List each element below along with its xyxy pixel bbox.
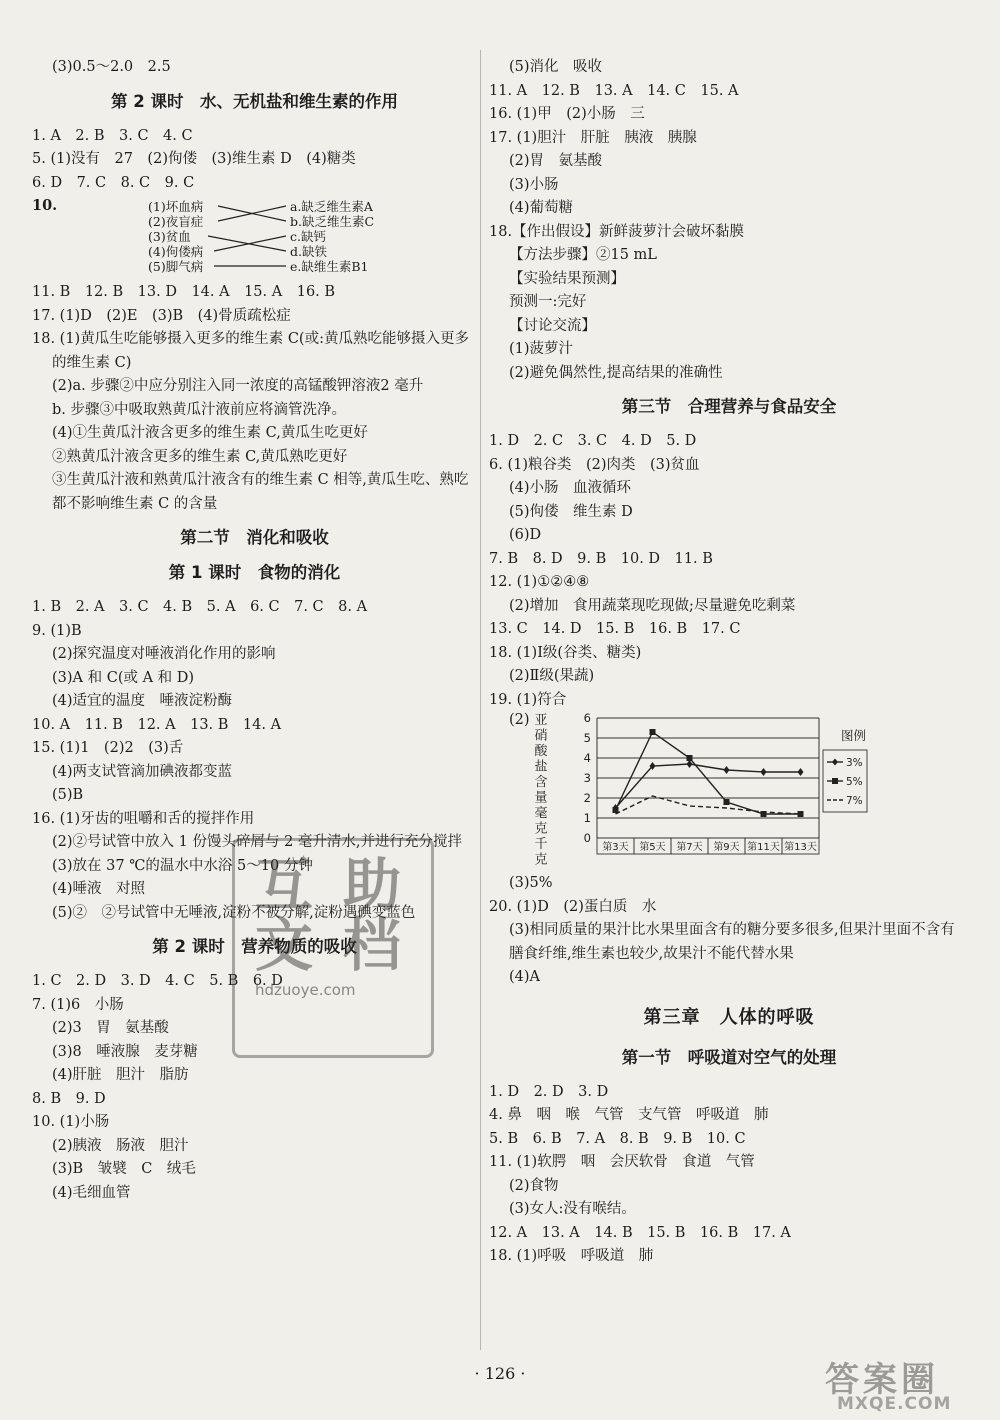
answer-line: 18. (1)黄瓜生吃能够摄入更多的维生素 C(或:黄瓜熟吃能够摄入更多的维生素 C) bbox=[32, 331, 469, 371]
answer-line: 19. (1)符合 bbox=[489, 691, 567, 708]
answer-line: (2)食物 bbox=[509, 1177, 559, 1194]
answer-line: (3)5% bbox=[509, 875, 553, 891]
series-line-7pct bbox=[616, 796, 801, 814]
answer-line: (2)增加 食用蔬菜现吃现做;尽量避免吃剩菜 bbox=[509, 597, 796, 614]
lesson-heading: 第 1 课时 食物的消化 bbox=[168, 563, 341, 582]
stamp-char: 互 bbox=[255, 851, 314, 919]
answer-line: 【讨论交流】 bbox=[509, 317, 596, 334]
y-axis-label-char: 千 bbox=[534, 837, 548, 852]
stamp-char: 助 bbox=[343, 851, 402, 919]
answer-line: (6)D bbox=[509, 527, 542, 543]
data-point bbox=[798, 768, 804, 776]
stamp-url: hdzuoye.com bbox=[255, 981, 356, 999]
y-tick-label: 4 bbox=[583, 751, 591, 765]
match-right-item: b.缺乏维生素C bbox=[290, 214, 375, 229]
column-divider bbox=[480, 50, 481, 1350]
answer-line: 12. A 13. A 14. B 15. B 16. B 17. A bbox=[489, 1224, 791, 1241]
x-tick-label: 第5天 bbox=[639, 842, 666, 853]
answer-line: 13. C 14. D 15. B 16. B 17. C bbox=[489, 621, 741, 637]
x-tick-label: 第3天 bbox=[602, 842, 629, 853]
answer-line: 5. B 6. B 7. A 8. B 9. B 10. C bbox=[489, 1130, 746, 1147]
answer-line: 20. (1)D (2)蛋白质 水 bbox=[489, 898, 657, 915]
data-point bbox=[724, 766, 730, 774]
y-axis-label-char: 盐 bbox=[534, 759, 548, 775]
answer-line: 18.【作出假设】新鲜菠萝汁会破坏黏膜 bbox=[489, 223, 745, 240]
answer-line: 1. A 2. B 3. C 4. C bbox=[32, 127, 193, 144]
y-axis-label-char: 量 bbox=[534, 790, 548, 806]
y-axis-label-char: 酸 bbox=[534, 744, 548, 759]
nitrite-chart bbox=[489, 712, 969, 872]
watermark-stamp bbox=[232, 838, 434, 1058]
legend-marker bbox=[832, 759, 838, 766]
answer-line: (4)唾液 对照 bbox=[52, 881, 146, 897]
y-axis-label-char: 毫 bbox=[534, 806, 548, 821]
answer-line: (3)女人:没有喉结。 bbox=[509, 1201, 636, 1217]
y-tick-label: 1 bbox=[583, 811, 591, 825]
answer-line: (3)0.5～2.0 2.5 bbox=[52, 59, 171, 75]
answer-line: 16. (1)甲 (2)小肠 三 bbox=[489, 106, 645, 122]
match-left-item: (1)坏血病 bbox=[148, 199, 204, 214]
match-left-item: (4)佝偻病 bbox=[148, 244, 204, 259]
answer-line: (3)放在 37 ℃的温水中水浴 5～10 分钟 bbox=[52, 857, 313, 874]
answer-line: 10. (1)小肠 bbox=[32, 1114, 110, 1130]
lesson-heading: 第 2 课时 水、无机盐和维生素的作用 bbox=[111, 91, 398, 111]
answer-line: (2)Ⅱ级(果蔬) bbox=[509, 668, 595, 684]
answer-line: (2)探究温度对唾液消化作用的影响 bbox=[52, 646, 276, 662]
answer-line: 18. (1)呼吸 呼吸道 肺 bbox=[489, 1248, 654, 1264]
answer-line: (4)小肠 血液循环 bbox=[509, 480, 632, 496]
legend-label: 5% bbox=[846, 776, 863, 788]
watermark-url: MXQE.COM bbox=[837, 1394, 952, 1414]
answer-line: 9. (1)B bbox=[32, 622, 82, 639]
answer-line: (5)B bbox=[52, 787, 84, 803]
answer-line: (2)a. 步骤②中应分别注入同一浓度的高锰酸钾溶液2 毫升 bbox=[52, 378, 424, 394]
match-right-item: d.缺铁 bbox=[290, 244, 327, 259]
answer-line: 7. (1)6 小肠 bbox=[32, 996, 124, 1013]
y-axis-label-char: 克 bbox=[534, 852, 548, 868]
answer-line: 1. B 2. A 3. C 4. B 5. A 6. C 7. C 8. A bbox=[32, 599, 368, 615]
data-point bbox=[650, 729, 656, 735]
page-number: · 126 · bbox=[474, 1364, 526, 1383]
answer-line: 11. A 12. B 13. A 14. C 15. A bbox=[489, 82, 739, 99]
answer-line: 16. (1)牙齿的咀嚼和舌的搅拌作用 bbox=[32, 810, 255, 827]
lesson-heading: 第 2 课时 营养物质的吸收 bbox=[152, 937, 357, 956]
legend-label: 7% bbox=[846, 795, 863, 807]
data-point bbox=[687, 755, 693, 761]
answer-line: (3)8 唾液腺 麦芽糖 bbox=[52, 1043, 198, 1060]
answer-line: 4. 鼻 咽 喉 气管 支气管 呼吸道 肺 bbox=[489, 1107, 769, 1123]
answer-line: (1)菠萝汁 bbox=[509, 341, 574, 357]
answer-line: (3)A 和 C(或 A 和 D) bbox=[52, 669, 195, 686]
data-point bbox=[761, 768, 767, 776]
answer-line: 17. (1)D (2)E (3)B (4)骨质疏松症 bbox=[32, 307, 291, 324]
x-tick-label: 第7天 bbox=[676, 842, 703, 853]
chapter-heading: 第三章 人体的呼吸 bbox=[643, 1006, 815, 1028]
match-left-item: (2)夜盲症 bbox=[148, 214, 204, 229]
answer-line: 【实验结果预测】 bbox=[509, 270, 625, 287]
question-number: 10. bbox=[32, 197, 58, 214]
answer-line: (2)避免偶然性,提高结果的准确性 bbox=[509, 364, 723, 381]
answer-line: (5)消化 吸收 bbox=[509, 59, 603, 75]
answer-line: (4)毛细血管 bbox=[52, 1184, 131, 1201]
answer-line: ③生黄瓜汁液和熟黄瓜汁液含有的维生素 C 相等,黄瓜生吃、熟吃都不影响维生素 C 的含量 bbox=[52, 472, 469, 512]
y-axis-label-char: 含 bbox=[534, 775, 548, 790]
match-right-item: a.缺乏维生素A bbox=[290, 199, 373, 214]
y-tick-label: 0 bbox=[583, 831, 591, 845]
y-tick-label: 3 bbox=[583, 771, 591, 785]
answer-line: 17. (1)胆汁 肝脏 胰液 胰腺 bbox=[489, 129, 697, 146]
x-tick-label: 第9天 bbox=[713, 842, 740, 853]
y-tick-label: 5 bbox=[583, 731, 591, 745]
section-heading: 第一节 呼吸道对空气的处理 bbox=[621, 1047, 837, 1067]
right-column bbox=[489, 56, 969, 1269]
match-lines bbox=[32, 197, 332, 277]
y-axis-label-char: 克 bbox=[534, 821, 548, 837]
answer-line: 10. A 11. B 12. A 13. B 14. A bbox=[32, 716, 282, 733]
answer-line: (2)3 胃 氨基酸 bbox=[52, 1020, 169, 1036]
series-line-3pct bbox=[616, 764, 801, 808]
answer-line: (4)肝脏 胆汁 脂肪 bbox=[52, 1067, 189, 1083]
answer-line: (4)适宜的温度 唾液淀粉酶 bbox=[52, 693, 233, 709]
answer-line: 6. D 7. C 8. C 9. C bbox=[32, 174, 195, 191]
answer-line: (3)小肠 bbox=[509, 176, 559, 193]
y-axis-label-char: 亚 bbox=[534, 713, 548, 728]
answer-line: (4)葡萄糖 bbox=[509, 200, 574, 216]
answer-line: b. 步骤③中吸取熟黄瓜汁液前应将滴管洗净。 bbox=[52, 401, 346, 418]
legend-title: 图例 bbox=[841, 728, 867, 743]
match-right-item: e.缺维生素B1 bbox=[290, 259, 369, 274]
answer-line: 预测一:完好 bbox=[509, 294, 587, 310]
y-tick-label: 2 bbox=[583, 791, 591, 805]
answer-line: (2)胃 氨基酸 bbox=[509, 153, 603, 169]
stamp-char: 档 bbox=[343, 911, 402, 979]
answer-line: (4)①生黄瓜汁液含更多的维生素 C,黄瓜生吃更好 bbox=[52, 425, 368, 441]
answer-line: (2) bbox=[509, 712, 530, 728]
section-heading: 第三节 合理营养与食品安全 bbox=[621, 397, 837, 416]
match-left-item: (5)脚气病 bbox=[148, 259, 204, 274]
stamp-char: 文 bbox=[255, 911, 314, 979]
y-tick-label: 6 bbox=[583, 712, 591, 725]
match-left-item: (3)贫血 bbox=[148, 229, 191, 244]
data-point bbox=[613, 807, 619, 813]
answer-line: 11. B 12. B 13. D 14. A 15. A 16. B bbox=[32, 284, 336, 300]
x-tick-label: 第13天 bbox=[784, 842, 817, 853]
answer-line: (2)②号试管中放入 1 份馒头碎屑与 2 毫升清水,并进行充分搅拌 bbox=[52, 834, 463, 850]
answer-line: 1. D 2. C 3. C 4. D 5. D bbox=[489, 433, 697, 449]
match-right-item: c.缺钙 bbox=[290, 229, 326, 244]
answer-line: ②熟黄瓜汁液含更多的维生素 C,黄瓜熟吃更好 bbox=[52, 448, 348, 465]
answer-line: 8. B 9. D bbox=[32, 1090, 106, 1107]
answer-line: (2)胰液 肠液 胆汁 bbox=[52, 1137, 189, 1154]
answer-line: (5)② ②号试管中无唾液,淀粉不被分解,淀粉遇碘变蓝色 bbox=[52, 904, 416, 921]
section-heading: 第二节 消化和吸收 bbox=[180, 528, 329, 547]
answer-line: (3)相同质量的果汁比水果里面含有的糖分要多很多,但果汁里面不含有膳食纤维,维生素也较少,故果汁不能代替水果 bbox=[509, 922, 955, 962]
answer-line: 5. (1)没有 27 (2)佝偻 (3)维生素 D (4)糖类 bbox=[32, 151, 356, 167]
answer-line: 11. (1)软腭 咽 会厌软骨 食道 气管 bbox=[489, 1154, 755, 1170]
answer-line: 15. (1)1 (2)2 (3)舌 bbox=[32, 740, 184, 756]
answer-line: (5)佝偻 维生素 D bbox=[509, 503, 633, 520]
series-line-5pct bbox=[616, 732, 801, 814]
legend-label: 3% bbox=[846, 757, 863, 769]
answer-line: (3)B 皱襞 C 绒毛 bbox=[52, 1161, 196, 1177]
y-axis-label-char: 硝 bbox=[534, 728, 548, 744]
answer-line: 6. (1)粮谷类 (2)肉类 (3)贫血 bbox=[489, 456, 700, 473]
answer-line: 1. D 2. D 3. D bbox=[489, 1083, 609, 1100]
x-tick-label: 第11天 bbox=[747, 842, 780, 853]
corner-watermark bbox=[825, 1352, 995, 1416]
answer-line: 12. (1)①②④⑧ bbox=[489, 574, 590, 590]
line-chart bbox=[489, 712, 869, 872]
matching-diagram bbox=[32, 197, 477, 277]
answer-line: (4)两支试管滴加碘液都变蓝 bbox=[52, 763, 233, 780]
answer-line: 18. (1)Ⅰ级(谷类、糖类) bbox=[489, 644, 642, 661]
answer-line: 1. C 2. D 3. D 4. C 5. B 6. D bbox=[32, 973, 283, 989]
data-point bbox=[724, 799, 730, 805]
answer-line: 7. B 8. D 9. B 10. D 11. B bbox=[489, 550, 713, 567]
answer-line: (4)A bbox=[509, 969, 541, 985]
watermark-logo: 答案圈 bbox=[825, 1360, 939, 1400]
answer-line: 【方法步骤】②15 mL bbox=[509, 247, 657, 263]
legend-marker bbox=[832, 778, 838, 784]
